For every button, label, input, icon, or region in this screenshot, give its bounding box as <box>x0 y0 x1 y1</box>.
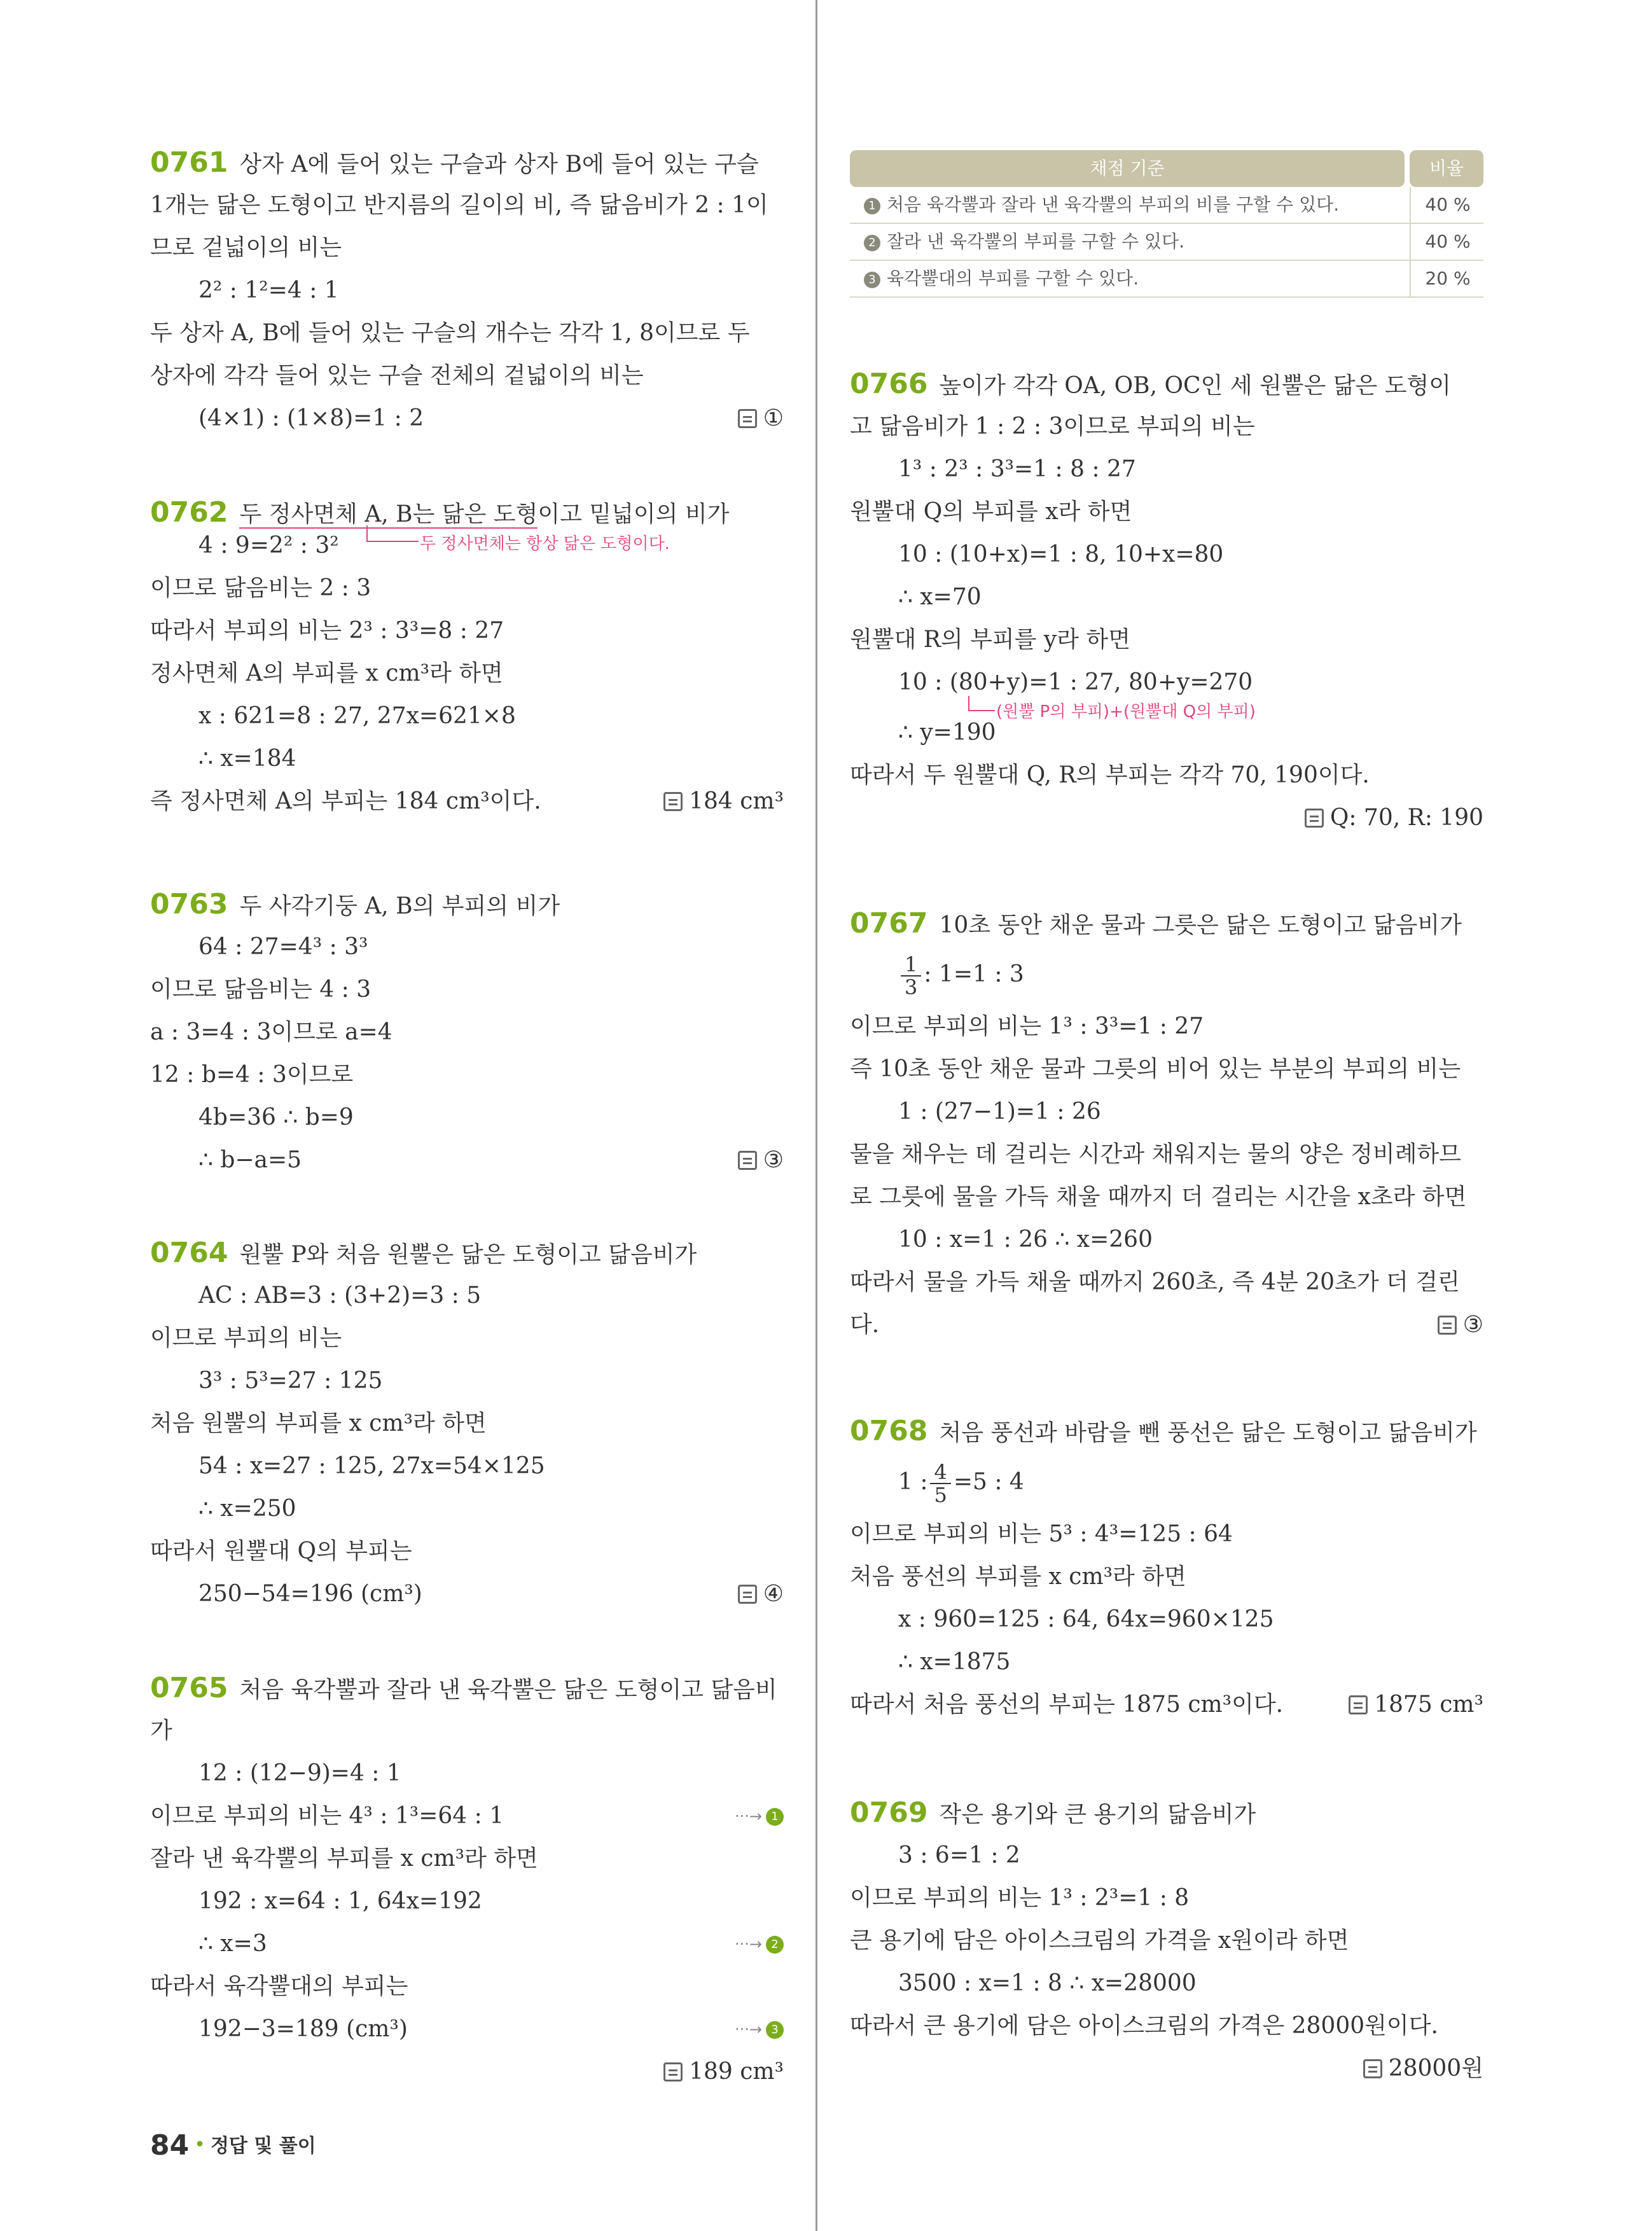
answer: ③ <box>1438 1310 1483 1340</box>
equation: 10 : (10+x)=1 : 8, 10+x=80 <box>898 541 1224 567</box>
answer: ④ <box>738 1579 784 1609</box>
scoring-rubric-table <box>850 150 1483 298</box>
equation: ∴ x=70 <box>898 584 982 610</box>
fraction: $\frac{4}{5}$ <box>930 1461 950 1506</box>
solution-text: 정사면체 A의 부피를 x cm³라 하면 <box>150 660 503 686</box>
equation: ∴ y=190 <box>898 719 996 746</box>
solution-text: 상자에 각각 들어 있는 구슬 전체의 겉넓이의 비는 <box>150 363 644 389</box>
answer-icon <box>1438 1316 1457 1335</box>
solution-text: a : 3=4 : 3이므로 a=4 <box>150 1019 392 1045</box>
problem-number: 0769 <box>850 1797 928 1829</box>
solution-text: 따라서 처음 풍선의 부피는 1875 cm³이다. <box>850 1692 1284 1718</box>
equation: 1 : (27−1)=1 : 26 <box>898 1099 1101 1125</box>
solution-text: 이므로 닮음비는 2 : 3 <box>150 575 371 601</box>
answer: 1875 cm³ <box>1349 1690 1483 1720</box>
solution-text: 따라서 부피의 비는 2³ : 3³=8 : 27 <box>150 618 504 644</box>
answer-icon <box>663 792 683 811</box>
answer-icon <box>1363 2059 1382 2078</box>
equation: $\frac{1}{3}$ : 1=1 : 3 <box>898 949 1024 1000</box>
problem-number: 0763 <box>150 888 228 921</box>
equation: 3500 : x=1 : 8 ∴ x=28000 <box>898 1970 1197 1996</box>
solution-text: 따라서 물을 가득 채울 때까지 260초, 즉 4분 20초가 더 걸린 <box>850 1269 1460 1295</box>
equation: ∴ x=250 <box>198 1496 296 1522</box>
solution-text: 처음 원뿔의 부피를 x cm³라 하면 <box>150 1410 487 1436</box>
column-divider <box>816 0 817 2231</box>
answer: ③ <box>738 1145 784 1176</box>
solution-text: 큰 용기에 담은 아이스크림의 가격을 x원이라 하면 <box>850 1928 1349 1954</box>
equation: 4 : 9=2² : 3² <box>198 532 339 559</box>
step-marker: ···→ 2 <box>735 1929 784 1959</box>
annotation-connector <box>968 696 995 711</box>
equation: 1³ : 2³ : 3³=1 : 8 : 27 <box>898 456 1136 482</box>
answer: 184 cm³ <box>663 786 784 817</box>
equation: ∴ x=184 <box>198 746 296 772</box>
page-number: 84 <box>150 2129 190 2162</box>
step-marker: ···→ 1 <box>735 1801 784 1831</box>
problem-number: 0768 <box>850 1415 928 1447</box>
solution-text: 다. <box>850 1312 880 1338</box>
rubric-header <box>850 150 1483 187</box>
solution-text: 10초 동안 채운 물과 그릇은 닮은 도형이고 닮음비가 <box>939 912 1462 938</box>
rubric-row: 1 처음 육각뿔과 잘라 낸 육각뿔의 부피의 비를 구할 수 있다. 40 % <box>850 187 1483 224</box>
solution-text: 처음 풍선과 바람을 뺀 풍선은 닮은 도형이고 닮음비가 <box>939 1420 1477 1446</box>
solution-text: 즉 정사면체 A의 부피는 184 cm³이다. <box>150 788 541 814</box>
equation: 250−54=196 (cm³) <box>198 1581 422 1607</box>
equation: 4b=36 ∴ b=9 <box>198 1104 354 1130</box>
equation: 192−3=189 (cm³) <box>198 2016 408 2042</box>
equation: x : 960=125 : 64, 64x=960×125 <box>898 1606 1274 1632</box>
fraction: $\frac{1}{3}$ <box>901 954 921 998</box>
equation: ∴ x=1875 <box>898 1649 1011 1675</box>
answer: 28000원 <box>1363 2054 1483 2084</box>
page-footer <box>150 2129 316 2162</box>
solution-text: 1개는 닮은 도형이고 반지름의 길이의 비, 즉 닮음비가 2 : 1이 <box>150 192 768 218</box>
equation: AC : AB=3 : (3+2)=3 : 5 <box>198 1282 482 1309</box>
solution-text: 잘라 낸 육각뿔의 부피를 x cm³라 하면 <box>150 1845 538 1872</box>
solution-text: 따라서 두 원뿔대 Q, R의 부피는 각각 70, 190이다. <box>850 762 1370 788</box>
answer: ① <box>738 403 784 434</box>
solution-text: 높이가 각각 OA, OB, OC인 세 원뿔은 닮은 도형이 <box>939 373 1452 399</box>
solution-text: 즉 10초 동안 채운 물과 그릇의 비어 있는 부분의 부피의 비는 <box>850 1056 1461 1082</box>
problem-number: 0767 <box>850 907 928 940</box>
solution-text: 므로 겉넓이의 비는 <box>150 235 342 261</box>
solution-text: 처음 풍선의 부피를 x cm³라 하면 <box>850 1564 1186 1590</box>
solution-text: 따라서 큰 용기에 담은 아이스크림의 가격은 28000원이다. <box>850 2013 1438 2039</box>
equation: 3³ : 5³=27 : 125 <box>198 1368 383 1394</box>
equation: x : 621=8 : 27, 27x=621×8 <box>198 703 516 729</box>
answer-icon <box>1305 809 1324 828</box>
solution-text: 두 사각기둥 A, B의 부피의 비가 <box>239 893 560 919</box>
rubric-header-criteria: 채점 기준 <box>850 150 1405 187</box>
answer-icon <box>663 2062 683 2082</box>
solution-text: 원뿔대 R의 부피를 y라 하면 <box>850 627 1130 653</box>
equation: ∴ b−a=5 <box>198 1147 302 1173</box>
annotation-connector <box>366 525 419 542</box>
equation: 192 : x=64 : 1, 64x=192 <box>198 1888 482 1914</box>
step-marker: ···→ 3 <box>735 2014 784 2045</box>
equation: 3 : 6=1 : 2 <box>898 1842 1020 1868</box>
footer-separator: • <box>194 2134 205 2156</box>
solution-text: 이므로 부피의 비는 5³ : 4³=125 : 64 <box>850 1521 1233 1547</box>
rubric-row: 3 육각뿔대의 부피를 구할 수 있다. 20 % <box>850 261 1483 298</box>
solution-text: 이므로 부피의 비는 1³ : 3³=1 : 27 <box>850 1013 1204 1039</box>
solution-text: 원뿔 P와 처음 원뿔은 닮은 도형이고 닮음비가 <box>239 1242 697 1268</box>
rubric-row: 2 잘라 낸 육각뿔의 부피를 구할 수 있다. 40 % <box>850 224 1483 261</box>
solution-text: 가 <box>150 1718 172 1744</box>
solution-text: 이므로 부피의 비는 <box>150 1325 342 1351</box>
problem-number: 0766 <box>850 368 928 400</box>
solution-text: 이므로 닮음비는 4 : 3 <box>150 976 371 1003</box>
answer-icon <box>738 1151 757 1170</box>
equation: 54 : x=27 : 125, 27x=54×125 <box>198 1453 545 1479</box>
answer: 189 cm³ <box>663 2057 784 2087</box>
solution-text: 이므로 부피의 비는 1³ : 2³=1 : 8 <box>850 1885 1190 1911</box>
annotation-note: (원뿔 P의 부피)+(원뿔대 Q의 부피) <box>996 702 1256 721</box>
rubric-header-ratio: 비율 <box>1410 150 1483 187</box>
solution-text: 이므로 부피의 비는 4³ : 1³=64 : 1 <box>150 1803 504 1829</box>
answer-icon <box>738 1585 757 1604</box>
solution-text: 따라서 육각뿔대의 부피는 <box>150 1973 408 1999</box>
solution-text: 따라서 원뿔대 Q의 부피는 <box>150 1538 412 1564</box>
answer-icon <box>738 409 757 428</box>
equation: 2² : 1²=4 : 1 <box>198 277 339 303</box>
solution-text: 상자 A에 들어 있는 구슬과 상자 B에 들어 있는 구슬 <box>239 151 759 177</box>
annotation-note: 두 정사면체는 항상 닮은 도형이다. <box>420 534 670 553</box>
solution-text: 12 : b=4 : 3이므로 <box>150 1062 354 1088</box>
equation: 10 : (80+y)=1 : 27, 80+y=270 <box>898 669 1253 695</box>
answer: Q: 70, R: 190 <box>1305 803 1483 833</box>
footer-section-label: 정답 및 풀이 <box>210 2135 316 2157</box>
equation: 1 : $\frac{4}{5}$ =5 : 4 <box>898 1460 1024 1507</box>
equation: 10 : x=1 : 26 ∴ x=260 <box>898 1227 1153 1253</box>
solution-text: 원뿔대 Q의 부피를 x라 하면 <box>850 499 1132 525</box>
problem-number: 0765 <box>150 1672 228 1704</box>
solution-text: 작은 용기와 큰 용기의 닮음비가 <box>939 1802 1256 1828</box>
solution-text: 고 닮음비가 1 : 2 : 3이므로 부피의 비는 <box>850 414 1255 440</box>
solution-text: 처음 육각뿔과 잘라 낸 육각뿔은 닮은 도형이고 닮음비 <box>239 1677 777 1703</box>
equation: 12 : (12−9)=4 : 1 <box>198 1760 401 1786</box>
equation: (4×1) : (1×8)=1 : 2 <box>198 405 424 431</box>
solution-text: 로 그릇에 물을 가득 채울 때까지 더 걸리는 시간을 x초라 하면 <box>850 1184 1467 1210</box>
solution-text: 두 상자 A, B에 들어 있는 구슬의 개수는 각각 1, 8이므로 두 <box>150 320 750 346</box>
underlined-phrase: A, B는 닮은 도형 <box>364 501 538 527</box>
problem-number: 0761 <box>150 146 228 179</box>
equation: 64 : 27=4³ : 3³ <box>198 934 368 960</box>
equation: ∴ x=3 <box>198 1931 267 1957</box>
problem-number: 0762 <box>150 496 228 529</box>
solution-text: 물을 채우는 데 걸리는 시간과 채워지는 물의 양은 정비례하므 <box>850 1141 1461 1167</box>
answer-icon <box>1349 1695 1368 1714</box>
problem-number: 0764 <box>150 1237 228 1269</box>
